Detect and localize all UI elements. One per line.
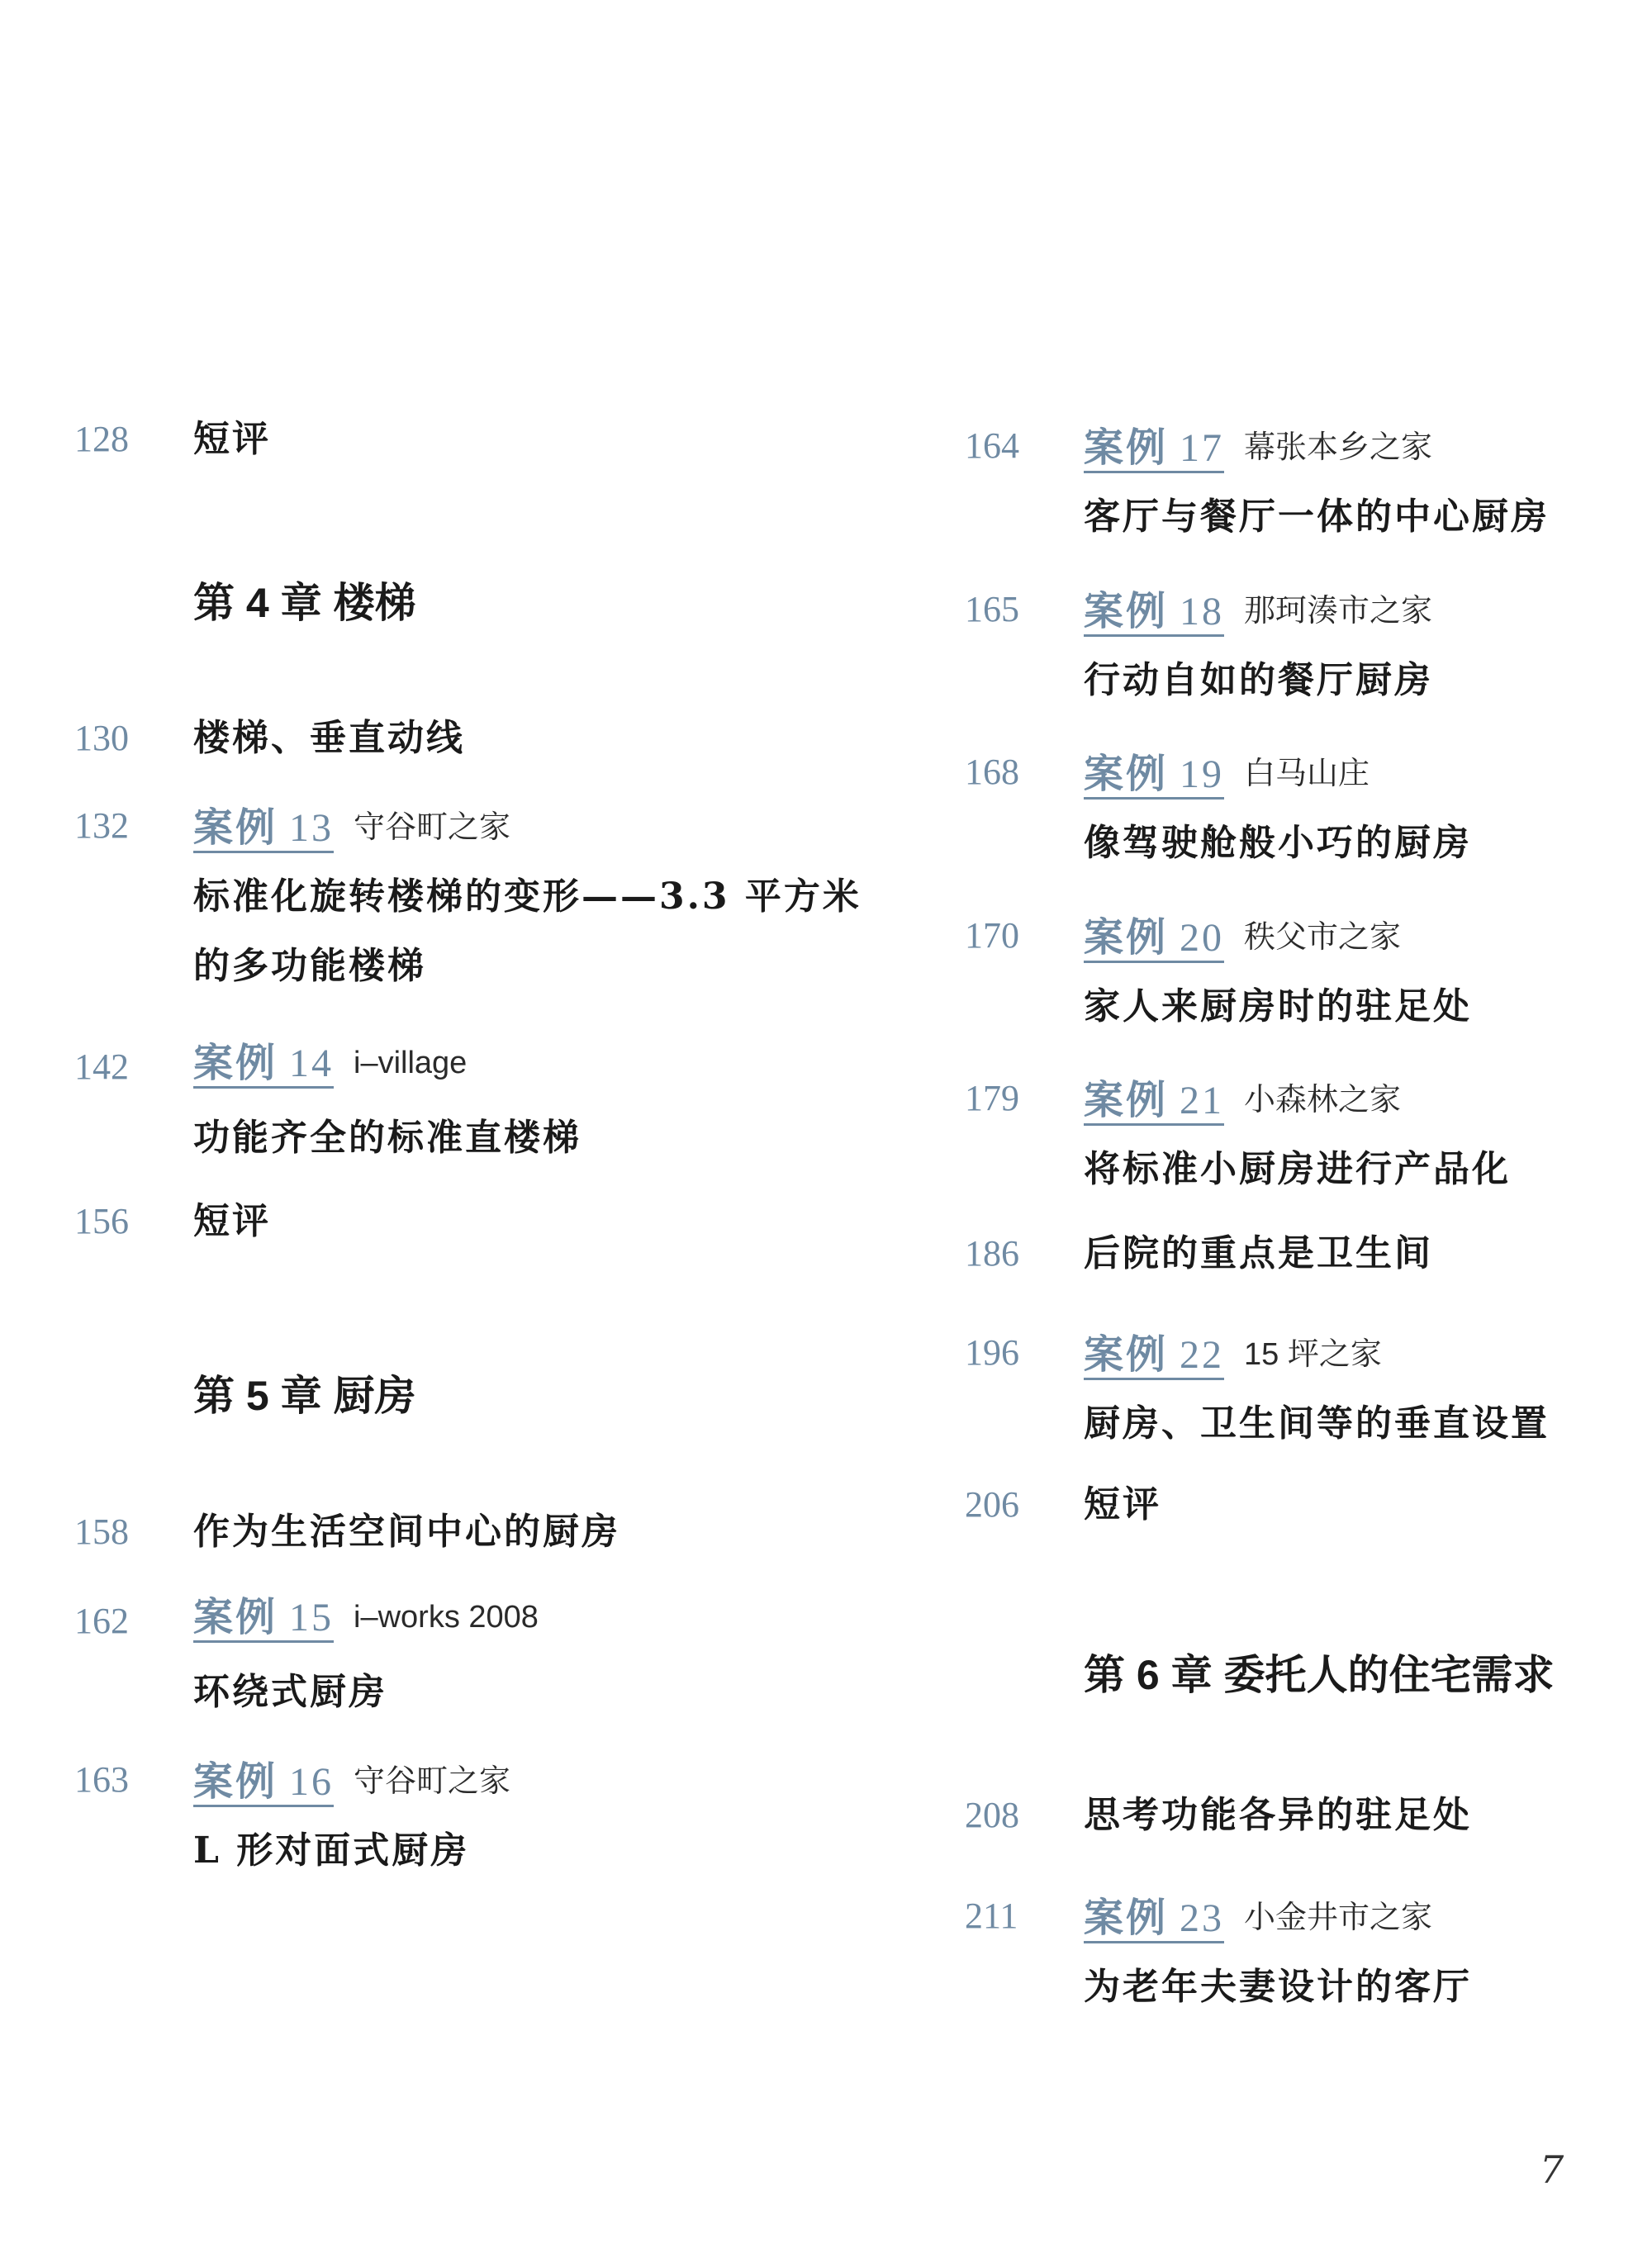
toc-entry-body — [1084, 911, 1472, 1025]
toc-entry-body — [1084, 1074, 1511, 1188]
case-heading — [1084, 1328, 1550, 1378]
case-project-name: 守谷町之家 — [354, 1764, 511, 1799]
toc-entry-body — [193, 1594, 539, 1713]
case-heading — [193, 1755, 510, 1805]
toc-page-number: 128 — [74, 419, 129, 459]
toc-page-number: 211 — [965, 1896, 1018, 1936]
case-number: 17 — [1180, 426, 1225, 470]
toc-entry-body — [1084, 585, 1433, 699]
toc-page-number: 156 — [74, 1201, 129, 1241]
case-label — [193, 804, 335, 853]
toc-page-number: 179 — [965, 1078, 1019, 1118]
case-label — [193, 1758, 335, 1807]
toc-entry-title: 作为生活空间中心的厨房 — [193, 1511, 620, 1553]
case-heading — [1084, 747, 1472, 797]
case-number: 21 — [1180, 1079, 1225, 1122]
case-project-name: 小森林之家 — [1244, 1083, 1402, 1118]
toc-page-number: 168 — [965, 752, 1019, 792]
toc-page-number: 170 — [965, 915, 1019, 956]
case-heading — [1084, 421, 1550, 471]
toc-page-number: 162 — [74, 1601, 129, 1641]
case-label — [1084, 1331, 1225, 1380]
case-label-text: 案例 — [193, 1594, 278, 1640]
case-description: L 形对面式厨房 — [193, 1829, 470, 1872]
case-project-name: 白马山庄 — [1244, 757, 1370, 791]
case-label — [1084, 427, 1224, 473]
toc-entry-body — [1084, 1483, 1161, 1526]
case-label — [1084, 1077, 1225, 1126]
toc-entry-title: 楼梯、垂直动线 — [193, 717, 465, 759]
case-label-text: 案例 — [1084, 1895, 1169, 1941]
case-label-text: 案例 — [193, 1758, 278, 1805]
toc-page-number: 142 — [74, 1046, 129, 1087]
case-description: 客厅与餐厅一体的中心厨房 — [1084, 496, 1550, 538]
case-label-text: 案例 — [1084, 751, 1169, 797]
case-heading — [1084, 585, 1433, 634]
toc-entry-title: 短评 — [1084, 1483, 1161, 1526]
toc-entry-body — [193, 418, 271, 460]
case-description: 功能齐全的标准直楼梯 — [193, 1117, 582, 1159]
chapter-heading: 第 5 章 厨房 — [193, 1373, 416, 1419]
case-description: 行动自如的餐厅厨房 — [1084, 659, 1433, 701]
case-label — [1084, 914, 1225, 963]
page-number-folio: 7 — [1540, 2147, 1564, 2192]
toc-entry-body — [193, 717, 465, 759]
case-description: 的多功能楼梯 — [193, 945, 426, 987]
case-heading — [1084, 911, 1472, 961]
toc-entry-body — [1084, 421, 1550, 538]
case-label-text: 案例 — [1084, 1331, 1169, 1378]
toc-entry-body — [1084, 1794, 1472, 1836]
case-number: 15 — [289, 1596, 335, 1639]
case-description: 将标准小厨房进行产品化 — [1084, 1148, 1511, 1190]
chapter-heading: 第 4 章 楼梯 — [193, 580, 416, 626]
case-number: 13 — [289, 806, 335, 850]
case-number: 16 — [289, 1760, 335, 1804]
toc-entry-body — [193, 801, 862, 985]
case-description: 环绕式厨房 — [193, 1671, 387, 1713]
case-number: 19 — [1180, 752, 1225, 796]
toc-entry-title: 短评 — [193, 1200, 271, 1242]
toc-entry-title: 思考功能各异的驻足处 — [1084, 1794, 1472, 1836]
case-label — [1084, 1897, 1224, 1943]
case-description: 厨房、卫生间等的垂直设置 — [1084, 1402, 1550, 1445]
case-project-name: i–works 2008 — [354, 1600, 539, 1635]
case-label — [193, 1594, 335, 1643]
toc-page-number: 208 — [965, 1795, 1019, 1835]
toc-page-number: 165 — [965, 589, 1019, 629]
case-description: 家人来厨房时的驻足处 — [1084, 985, 1472, 1027]
case-project-name: i–village — [354, 1046, 468, 1080]
case-project-name: 15 坪之家 — [1244, 1337, 1382, 1372]
case-description: 为老年夫妻设计的客厅 — [1084, 1966, 1472, 2008]
case-label-text: 案例 — [1084, 914, 1169, 961]
case-number: 14 — [289, 1042, 335, 1085]
toc-page-number: 132 — [74, 805, 129, 846]
case-label — [1084, 588, 1225, 637]
toc-entry-title: 后院的重点是卫生间 — [1084, 1232, 1433, 1274]
case-number: 23 — [1180, 1896, 1225, 1940]
case-label-text: 案例 — [1084, 588, 1169, 634]
toc-page-number: 130 — [74, 718, 129, 758]
toc-entry-body — [193, 1755, 511, 1872]
case-label-text: 案例 — [193, 1040, 278, 1086]
case-label-text: 案例 — [193, 804, 278, 851]
toc-entry-title: 短评 — [193, 418, 271, 460]
toc-entry-body — [1084, 747, 1472, 864]
toc-page-number: 164 — [965, 425, 1019, 466]
case-heading — [193, 1594, 539, 1646]
chapter-heading: 第 6 章 委托人的住宅需求 — [1084, 1652, 1555, 1698]
case-project-name: 小金井市之家 — [1244, 1900, 1433, 1935]
case-description: 标准化旋转楼梯的变形——3.3 平方米 — [193, 876, 862, 918]
toc-page-number: 163 — [74, 1759, 129, 1800]
case-label — [193, 1042, 334, 1089]
toc-entry-body — [1084, 1232, 1433, 1274]
case-project-name: 那珂湊市之家 — [1244, 594, 1433, 629]
toc-entry-body — [1084, 1891, 1472, 2008]
case-number: 20 — [1180, 916, 1225, 960]
case-label-text: 案例 — [1084, 1077, 1169, 1123]
case-heading — [1084, 1891, 1472, 1941]
case-heading — [193, 801, 862, 851]
case-label — [1084, 753, 1224, 800]
toc-entry-body — [193, 1511, 620, 1553]
case-description: 像驾驶舱般小巧的厨房 — [1084, 822, 1472, 864]
case-label-text: 案例 — [1084, 425, 1169, 471]
case-project-name: 守谷町之家 — [354, 810, 511, 845]
case-project-name: 秩父市之家 — [1244, 920, 1402, 955]
toc-entry-body — [193, 1200, 271, 1242]
case-heading — [193, 1042, 582, 1092]
toc-entry-body — [193, 1040, 582, 1159]
toc-entry-body — [1084, 1328, 1550, 1445]
case-heading — [1084, 1074, 1511, 1123]
toc-page-number: 158 — [74, 1511, 129, 1552]
toc-page-number: 196 — [965, 1332, 1019, 1373]
toc-page-number: 186 — [965, 1233, 1019, 1274]
toc-page-number: 206 — [965, 1484, 1019, 1525]
case-number: 22 — [1180, 1333, 1225, 1377]
case-project-name: 幕张本乡之家 — [1244, 430, 1433, 465]
case-number: 18 — [1180, 590, 1225, 633]
